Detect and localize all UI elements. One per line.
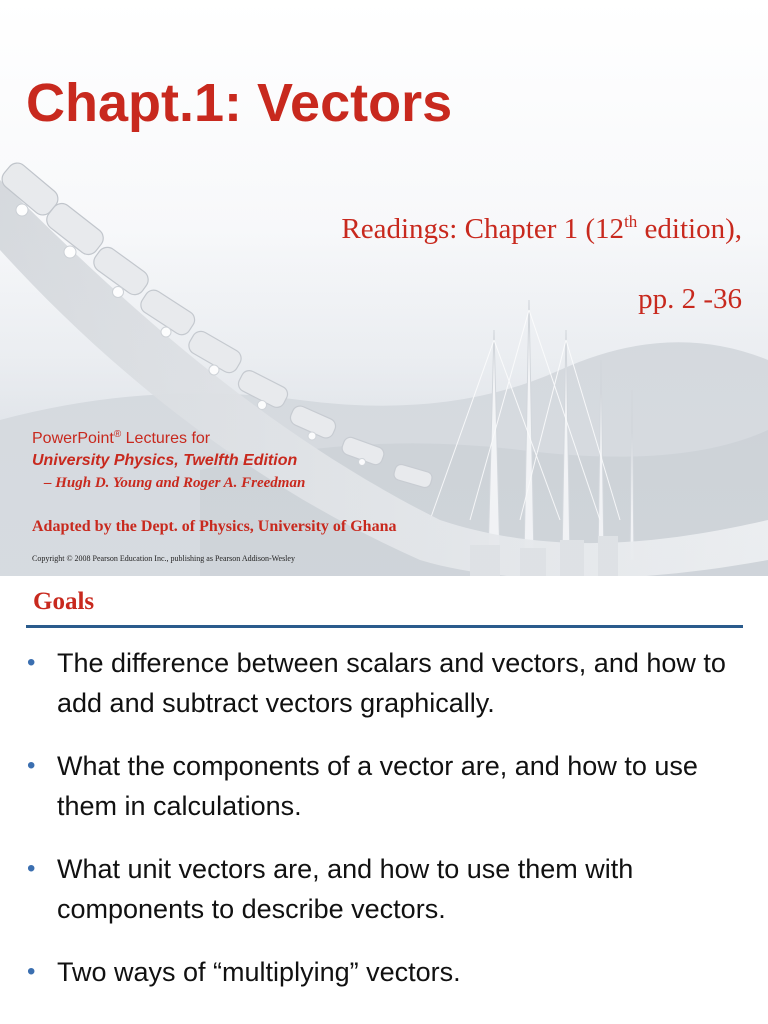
readings-suffix: edition),: [637, 213, 742, 245]
readings-ordinal-superscript: th: [624, 212, 638, 231]
book-authors: – Hugh D. Young and Roger A. Freedman: [44, 475, 306, 491]
goal-item: [26, 746, 746, 826]
registered-mark: ®: [113, 429, 122, 440]
credit-suffix: Lectures for: [121, 430, 211, 447]
readings-text: [341, 213, 742, 246]
credit-prefix: PowerPoint: [32, 430, 114, 447]
adapted-by-note: Adapted by the Dept. of Physics, University of Ghana: [32, 518, 397, 535]
copyright-notice: Copyright © 2008 Pearson Education Inc., publishing as Pearson Addison-Wesley: [32, 554, 295, 563]
bullet-icon: •: [27, 649, 36, 676]
goal-text: The difference between scalars and vectors, and how to add and subtract vectors graphically.: [57, 648, 726, 718]
slide-title: Chapt.1: Vectors: [26, 73, 453, 133]
heading-divider: [26, 625, 743, 628]
book-title: University Physics, Twelfth Edition: [32, 452, 298, 469]
goals-list: [26, 643, 746, 1015]
goal-item: [26, 643, 746, 723]
powerpoint-credit: [32, 430, 210, 448]
goal-text: What the components of a vector are, and how to use them in calculations.: [57, 751, 698, 821]
bullet-icon: •: [27, 958, 36, 985]
bullet-icon: •: [27, 752, 36, 779]
goals-heading: Goals: [33, 588, 95, 615]
goal-text: What unit vectors are, and how to use them with components to describe vectors.: [57, 854, 634, 924]
goal-text: Two ways of “multiplying” vectors.: [57, 957, 461, 987]
goals-slide: [0, 576, 768, 1024]
bullet-icon: •: [27, 855, 36, 882]
readings-prefix: Readings: Chapter 1 (12: [341, 213, 625, 245]
goal-item: [26, 849, 746, 929]
goal-item: [26, 952, 746, 992]
page-range-text: pp. 2 -36: [638, 283, 742, 315]
